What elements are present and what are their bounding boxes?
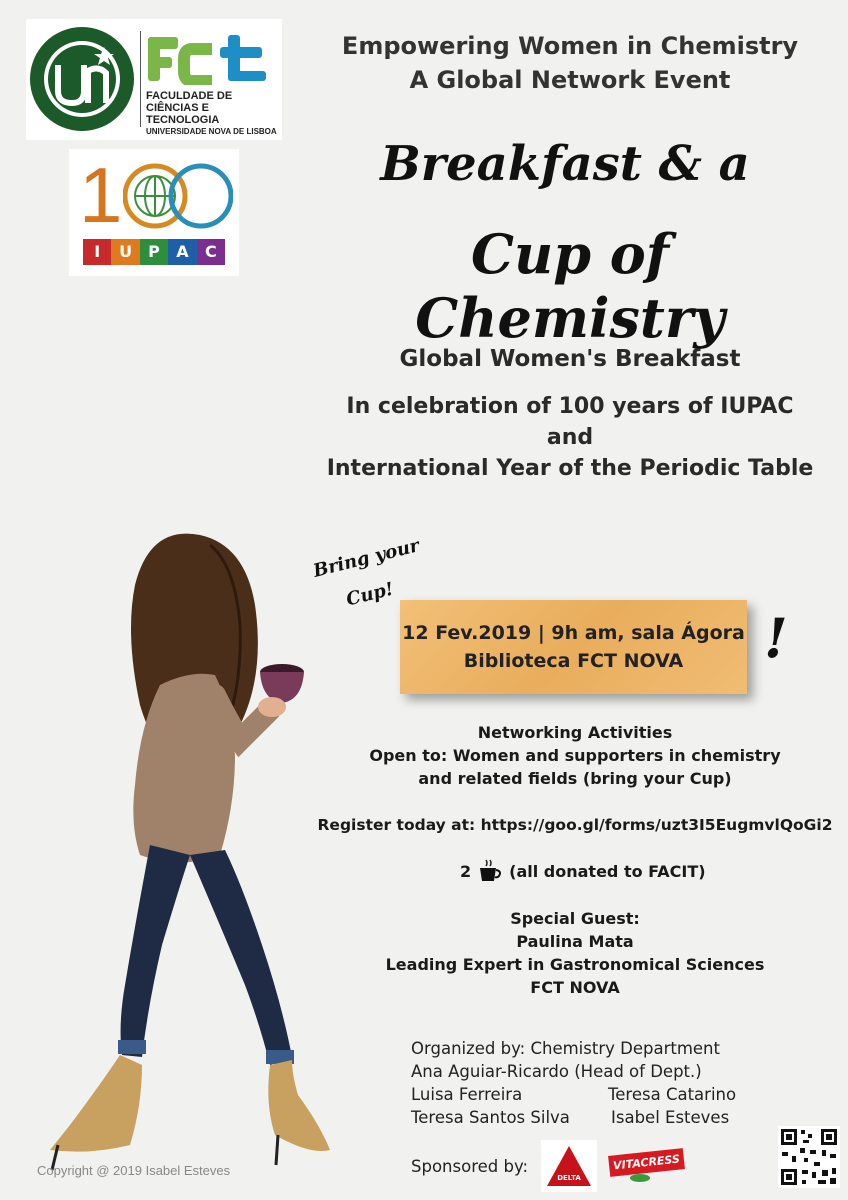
bring-cup-line-2: Cup! <box>344 578 396 611</box>
price-amount: 2 <box>460 861 472 881</box>
organizer-name: Teresa Catarino <box>608 1085 737 1104</box>
organizers-line-1: Organized by: Chemistry Department <box>411 1039 720 1058</box>
event-details-box <box>400 600 747 694</box>
price-note: (all donated to FACIT) <box>509 861 706 881</box>
sponsors-label: Sponsored by: <box>411 1157 529 1176</box>
register-link[interactable]: Register today at: https://goo.gl/forms/uzt3I5EugmvlQoGi2 <box>317 816 833 834</box>
organizers-line-2: Ana Aguiar-Ricardo (Head of Dept.) <box>411 1062 702 1081</box>
iupac-letter: C <box>197 239 225 265</box>
iupac-globe-icon <box>123 157 233 235</box>
iupac-letter: P <box>140 239 168 265</box>
logo-divider <box>140 31 141 127</box>
delta-logo <box>541 1140 597 1192</box>
iupac-100-logo <box>69 149 239 276</box>
iupac-digit-1: 1 <box>79 151 123 239</box>
guest-role: Leading Expert in Gastronomical Sciences <box>385 955 765 974</box>
event-date-time: 12 Fev.2019 | 9h am, sala Ágora <box>402 622 745 644</box>
fct-letters-logo <box>146 33 276 85</box>
guest-affiliation: FCT NOVA <box>530 978 620 997</box>
delta-triangle-icon <box>541 1140 597 1192</box>
celebration-line-3: International Year of the Periodic Table <box>326 456 814 481</box>
title-line-2: Cup of Chemistry <box>415 222 725 350</box>
delta-label: DELTA <box>557 1174 581 1182</box>
university-logos <box>26 19 282 140</box>
iupac-letter-bar <box>83 239 225 265</box>
vitacress-label: VITACRESS <box>608 1148 685 1177</box>
title-line-1: Breakfast & a <box>380 136 750 192</box>
fct-line1: FACULDADE DE <box>146 90 233 102</box>
price-line <box>460 858 760 884</box>
networking-line-1: Networking Activities <box>477 723 673 742</box>
event-location: Biblioteca FCT NOVA <box>463 650 684 672</box>
header-line-2: A Global Network Event <box>409 66 731 94</box>
leaf-icon <box>629 1173 651 1183</box>
qr-code-icon[interactable] <box>778 1126 840 1188</box>
organizer-name: Luisa Ferreira <box>411 1085 523 1104</box>
header-line-1: Empowering Women in Chemistry <box>341 32 799 60</box>
copyright-text: Copyright @ 2019 Isabel Esteves <box>37 1163 231 1178</box>
organizer-name: Teresa Santos Silva <box>411 1108 570 1127</box>
iupac-letter: I <box>83 239 111 265</box>
guest-heading: Special Guest: <box>510 909 640 928</box>
fct-line2: CIÊNCIAS E TECNOLOGIA <box>146 102 220 126</box>
organizer-name: Isabel Esteves <box>611 1108 730 1127</box>
vitacress-logo <box>609 1151 685 1181</box>
woman-illustration <box>30 525 340 1175</box>
celebration-line-1: In celebration of 100 years of IUPAC <box>346 394 794 419</box>
networking-line-2: Open to: Women and supporters in chemistry <box>369 746 781 765</box>
iupac-letter: U <box>111 239 139 265</box>
event-name: Global Women's Breakfast <box>399 346 741 372</box>
bring-cup-line-1: Bring your <box>311 535 422 582</box>
celebration-line-2: and <box>546 425 594 450</box>
coffee-cup-icon <box>477 858 503 884</box>
exclamation-icon: ! <box>764 606 788 670</box>
iupac-letter: A <box>168 239 196 265</box>
networking-line-3: and related fields (bring your Cup) <box>418 769 732 788</box>
fct-logo-text <box>146 90 282 137</box>
unl-seal-icon <box>28 25 136 133</box>
guest-name: Paulina Mata <box>516 932 634 951</box>
fct-line3: UNIVERSIDADE NOVA DE LISBOA <box>146 127 277 136</box>
